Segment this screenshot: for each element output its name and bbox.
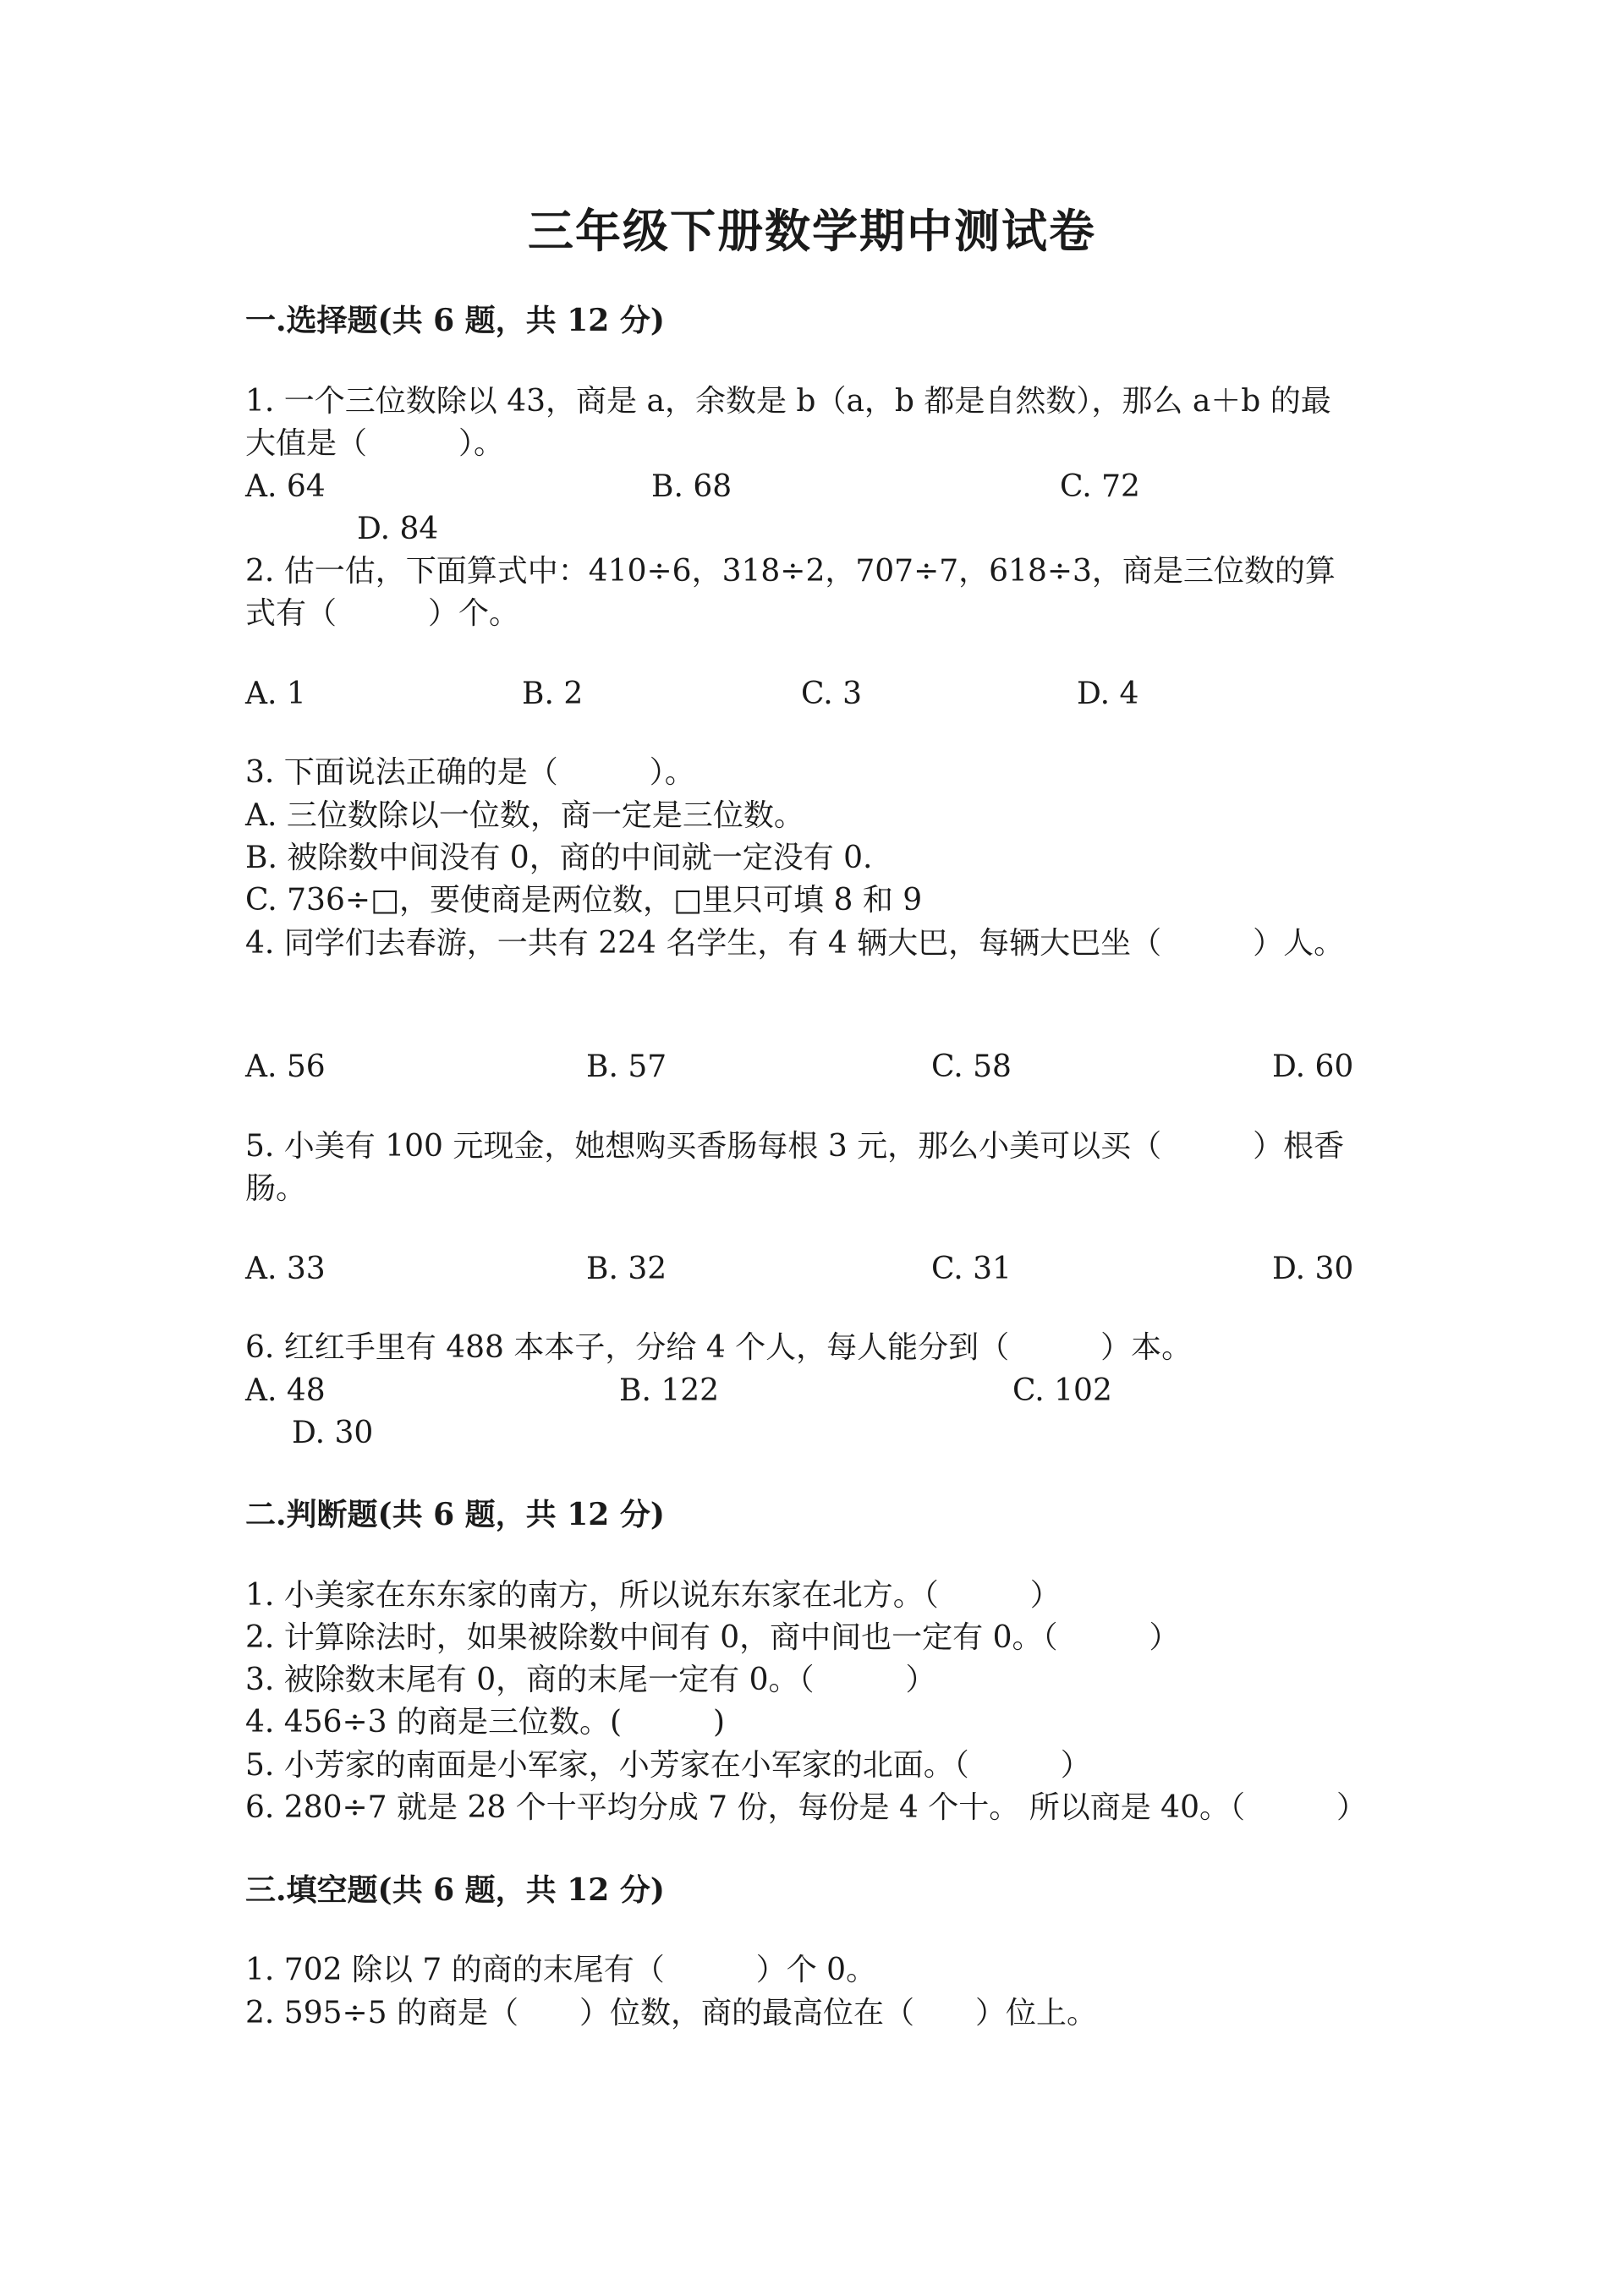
question-text: 2. 估一估，下面算式中：410÷6，318÷2，707÷7，618÷3，商是三位数的算 [245, 554, 1336, 589]
option-c: C. 3 [801, 677, 863, 711]
statement-item: 5. 小芳家的南面是小军家，小芳家在小军家的北面。（ ） [245, 1748, 1091, 1783]
page-title: 三年级下册数学期中测试卷 [528, 204, 1096, 258]
statement-item: 2. 计算除法时，如果被除数中间有 0，商中间也一定有 0。（ ） [245, 1620, 1180, 1655]
question-text: 1. 一个三位数除以 43，商是 a，余数是 b（a，b 都是自然数），那么 a＋b 的最 [245, 384, 1331, 419]
option-a: A. 三位数除以一位数，商一定是三位数。 [245, 798, 804, 833]
question-text: 4. 同学们去春游，一共有 224 名学生，有 4 辆大巴，每辆大巴坐（ ）人。 [245, 926, 1345, 961]
option-c: C. 58 [931, 1049, 1012, 1084]
question-text: 3. 下面说法正确的是（ ）。 [245, 755, 695, 790]
question-text: 5. 小美有 100 元现金，她想购买香肠每根 3 元，那么小美可以买（ ）根香 [245, 1129, 1345, 1164]
option-a: A. 48 [245, 1373, 326, 1408]
option-b: B. 32 [586, 1252, 667, 1286]
option-d: D. 84 [357, 512, 439, 546]
option-d: D. 30 [1272, 1252, 1354, 1286]
statement-item: 6. 280÷7 就是 28 个十平均分成 7 份，每份是 4 个十。 所以商是 40。（ ） [245, 1790, 1367, 1825]
option-d: D. 4 [1077, 677, 1139, 711]
option-d: D. 60 [1272, 1049, 1354, 1084]
statement-item: 3. 被除数末尾有 0，商的末尾一定有 0。（ ） [245, 1663, 936, 1697]
option-a: A. 64 [245, 469, 326, 504]
option-c: C. 736÷□，要使商是两位数，□里只可填 8 和 9 [245, 883, 923, 918]
option-b: B. 2 [522, 677, 584, 711]
question-text: 大值是（ ）。 [245, 426, 505, 461]
fill-in-item: 1. 702 除以 7 的商的末尾有（ ）个 0。 [245, 1953, 877, 1987]
question-text: 肠。 [245, 1171, 307, 1206]
question-text: 6. 红红手里有 488 本本子，分给 4 个人，每人能分到（ ）本。 [245, 1330, 1193, 1365]
statement-item: 1. 小美家在东东家的南方，所以说东东家在北方。（ ） [245, 1578, 1061, 1613]
option-c: C. 72 [1060, 469, 1140, 504]
section-heading-fill-in: 三.填空题(共 6 题，共 12 分) [245, 1872, 665, 1908]
section-heading-choice: 一.选择题(共 6 题，共 12 分) [245, 303, 665, 338]
fill-in-item: 2. 595÷5 的商是（ ）位数，商的最高位在（ ）位上。 [245, 1996, 1098, 2030]
option-a: A. 1 [245, 677, 306, 711]
section-heading-judgement: 二.判断题(共 6 题，共 12 分) [245, 1497, 665, 1532]
option-c: C. 102 [1012, 1373, 1112, 1408]
option-a: A. 33 [245, 1252, 326, 1286]
option-a: A. 56 [245, 1049, 326, 1084]
option-c: C. 31 [931, 1252, 1012, 1286]
statement-item: 4. 456÷3 的商是三位数。( ) [245, 1705, 726, 1740]
option-b: B. 57 [586, 1049, 667, 1084]
option-b: B. 68 [651, 469, 732, 504]
option-b: B. 122 [619, 1373, 720, 1408]
option-b: B. 被除数中间没有 0，商的中间就一定没有 0. [245, 841, 873, 875]
question-text: 式有（ ）个。 [245, 596, 520, 631]
option-d: D. 30 [292, 1416, 374, 1450]
